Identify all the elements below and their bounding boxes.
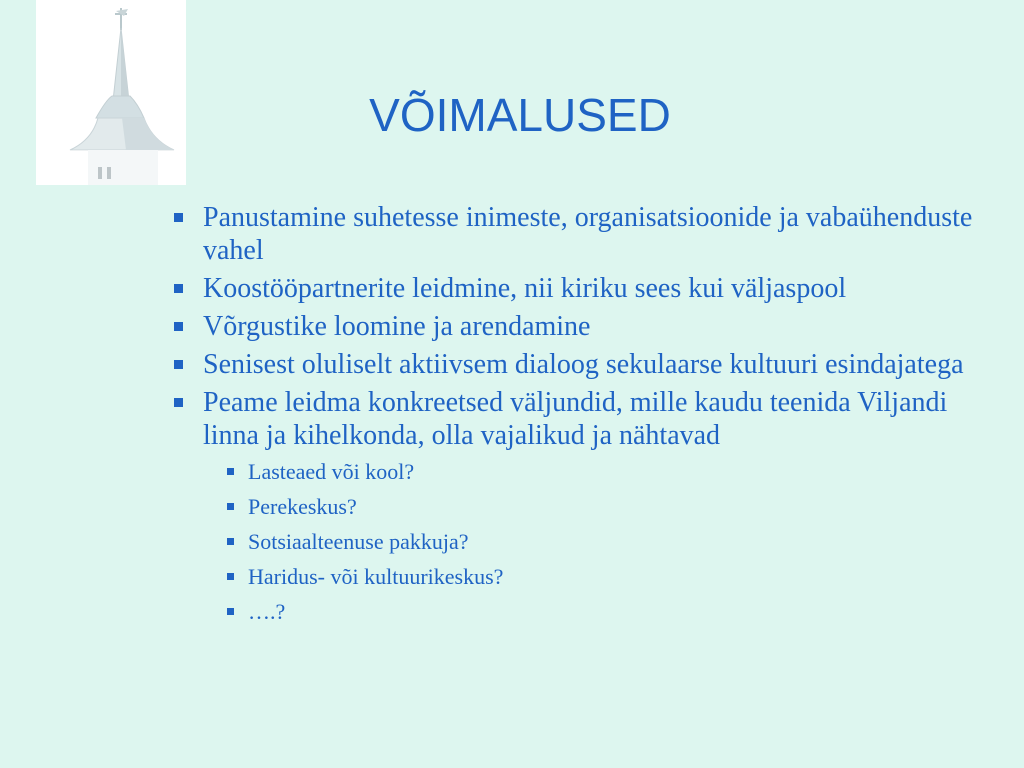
slide-title: VÕIMALUSED [369, 89, 671, 141]
church-steeple-logo [36, 0, 186, 185]
sub-bullet-item [203, 563, 990, 591]
square-bullet-icon [227, 573, 234, 580]
sub-bullet-item [203, 458, 990, 486]
square-bullet-icon [227, 608, 234, 615]
bullet-text: Võrgustike loomine ja arendamine [203, 311, 591, 342]
square-bullet-icon [227, 503, 234, 510]
sub-bullet-list [203, 458, 990, 626]
bullet-item [170, 386, 990, 626]
sub-bullet-text: Sotsiaalteenuse pakkuja? [248, 529, 469, 554]
sub-bullet-item [203, 528, 990, 556]
bullet-text: Koostööpartnerite leidmine, nii kiriku sees kui väljaspool [203, 273, 847, 304]
sub-bullet-text: Haridus- või kultuurikeskus? [248, 564, 504, 589]
bullet-text: Senisest oluliselt aktiivsem dialoog sekulaarse kultuuri esindajatega [203, 349, 964, 380]
bullet-text: Panustamine suhetesse inimeste, organisatsioonide ja vabaühenduste vahel [203, 202, 973, 266]
square-bullet-icon [227, 468, 234, 475]
square-bullet-icon [174, 284, 183, 293]
sub-bullet-text: ….? [248, 599, 286, 624]
square-bullet-icon [174, 213, 183, 222]
bullet-item [170, 310, 990, 343]
square-bullet-icon [174, 398, 183, 407]
sub-bullet-item [203, 493, 990, 521]
square-bullet-icon [174, 322, 183, 331]
bullet-item [170, 348, 990, 381]
bullet-item [170, 201, 990, 267]
bullet-item [170, 272, 990, 305]
square-bullet-icon [174, 360, 183, 369]
church-steeple-icon [36, 0, 186, 185]
sub-bullet-item [203, 598, 990, 626]
square-bullet-icon [227, 538, 234, 545]
bullet-text: Peame leidma konkreetsed väljundid, mille kaudu teenida Viljandi linna ja kihelkonda, olla vajalikud ja nähtavad [203, 387, 948, 451]
sub-bullet-text: Perekeskus? [248, 494, 357, 519]
sub-bullet-text: Lasteaed või kool? [248, 459, 415, 484]
bullet-list [170, 201, 990, 633]
